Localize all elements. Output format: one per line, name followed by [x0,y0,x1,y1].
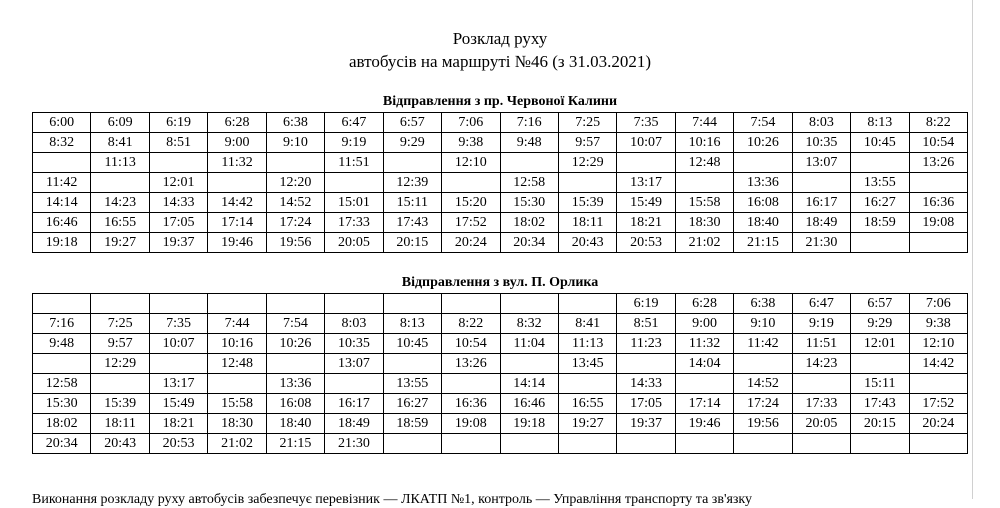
departure-time-cell: 14:04 [675,354,733,374]
departure-time-cell: 16:36 [909,193,967,213]
departure-time-cell: 9:48 [33,334,91,354]
departure-time-cell [909,173,967,193]
departure-time-cell: 15:30 [500,193,558,213]
departure-time-cell: 18:49 [792,213,850,233]
departure-time-cell: 10:26 [734,133,792,153]
departure-time-cell: 17:52 [442,213,500,233]
table-row [33,213,968,233]
departure-time-cell [383,153,441,173]
departure-time-cell: 16:55 [558,394,616,414]
document-subtitle: автобусів на маршруті №46 (з 31.03.2021) [348,52,651,71]
departure-time-cell: 14:23 [91,193,149,213]
departure-time-cell [500,434,558,454]
departure-time-cell: 8:32 [33,133,91,153]
departure-time-cell: 8:51 [149,133,207,153]
departure-time-cell: 15:11 [851,374,909,394]
departure-time-cell: 21:15 [266,434,324,454]
departure-time-cell: 15:11 [383,193,441,213]
departure-time-cell: 10:45 [851,133,909,153]
departure-time-cell: 12:01 [851,334,909,354]
departure-time-cell: 20:24 [442,233,500,253]
departure-time-cell: 10:16 [208,334,266,354]
departure-time-cell: 17:43 [383,213,441,233]
departure-time-cell: 9:00 [208,133,266,153]
departure-time-cell: 12:29 [91,354,149,374]
departure-time-cell [149,354,207,374]
departure-time-cell [383,434,441,454]
departure-time-cell: 18:30 [208,414,266,434]
departure-time-cell: 15:01 [325,193,383,213]
departure-time-cell: 13:17 [617,173,675,193]
departure-time-cell: 7:44 [208,314,266,334]
departure-time-cell: 18:21 [149,414,207,434]
departure-time-cell [208,173,266,193]
departure-time-cell [734,434,792,454]
departure-time-cell [617,354,675,374]
departure-time-cell: 17:43 [851,394,909,414]
departure-time-cell: 10:07 [149,334,207,354]
departure-time-cell: 19:18 [500,414,558,434]
departure-time-cell: 9:00 [675,314,733,334]
departure-time-cell: 8:41 [91,133,149,153]
table-row [33,173,968,193]
departure-time-cell: 6:47 [325,113,383,133]
departure-time-cell: 6:19 [149,113,207,133]
departure-time-cell [91,374,149,394]
departure-time-cell: 9:48 [500,133,558,153]
departure-time-cell: 13:36 [734,173,792,193]
departure-time-cell: 12:58 [500,173,558,193]
departure-time-cell: 15:58 [208,394,266,414]
departure-time-cell [734,153,792,173]
departure-time-cell: 14:33 [617,374,675,394]
table-row [33,233,968,253]
departure-time-cell: 18:11 [91,414,149,434]
departure-time-cell: 8:51 [617,314,675,334]
departure-time-cell: 14:42 [909,354,967,374]
departure-time-cell: 9:19 [792,314,850,334]
departure-time-cell [266,294,324,314]
departure-time-cell: 8:03 [325,314,383,334]
departure-time-cell [792,374,850,394]
departure-time-cell: 10:54 [442,334,500,354]
departure-time-cell: 9:29 [851,314,909,334]
table-row [33,354,968,374]
departure-time-cell: 19:46 [208,233,266,253]
departure-time-cell [500,354,558,374]
departure-time-cell: 7:35 [617,113,675,133]
departure-time-cell: 15:49 [149,394,207,414]
departure-time-cell: 14:52 [734,374,792,394]
departure-time-cell: 7:35 [149,314,207,334]
departure-time-cell: 21:02 [208,434,266,454]
departure-time-cell [500,153,558,173]
departure-time-cell: 18:02 [500,213,558,233]
departure-time-cell [792,434,850,454]
departure-time-cell: 8:22 [909,113,967,133]
departure-time-cell: 15:49 [617,193,675,213]
departure-time-cell: 19:08 [442,414,500,434]
departure-time-cell: 12:48 [675,153,733,173]
departure-time-cell: 15:39 [558,193,616,213]
departure-time-cell: 19:27 [91,233,149,253]
departure-time-cell: 19:56 [266,233,324,253]
departure-time-cell: 20:43 [91,434,149,454]
departure-time-cell [442,434,500,454]
departure-time-cell: 18:49 [325,414,383,434]
departure-time-cell: 7:16 [33,314,91,334]
departure-time-cell: 7:54 [734,113,792,133]
departure-time-cell: 9:57 [558,133,616,153]
footer-note: Виконання розкладу руху автобусів забезпечує перевізник — ЛКАТП №1, контроль — Управління транспорту та зв'язку [32,492,753,507]
departure-time-cell [675,434,733,454]
departure-time-cell: 8:03 [792,113,850,133]
departure-time-cell: 9:10 [734,314,792,334]
departure-time-cell: 9:38 [909,314,967,334]
departure-time-cell: 17:33 [792,394,850,414]
departure-time-cell: 15:58 [675,193,733,213]
departure-time-cell: 9:38 [442,133,500,153]
departure-time-cell: 20:53 [617,233,675,253]
departure-time-cell: 12:39 [383,173,441,193]
departure-time-cell [617,153,675,173]
departure-time-cell: 13:26 [442,354,500,374]
departure-time-cell: 6:47 [792,294,850,314]
departure-time-cell [266,354,324,374]
departure-time-cell: 20:24 [909,414,967,434]
document-title: Розклад руху [452,29,548,48]
departure-time-cell: 19:18 [33,233,91,253]
departure-time-cell: 10:07 [617,133,675,153]
departure-time-cell: 20:05 [792,414,850,434]
departure-time-cell: 20:34 [500,233,558,253]
departure-time-cell: 18:30 [675,213,733,233]
departure-time-cell: 16:08 [266,394,324,414]
departure-time-cell: 11:04 [500,334,558,354]
departure-time-cell: 20:43 [558,233,616,253]
departure-time-cell: 17:24 [266,213,324,233]
departure-time-cell [33,294,91,314]
departure-time-cell [792,173,850,193]
departure-time-cell: 18:21 [617,213,675,233]
table-row [33,193,968,213]
departure-time-cell: 17:52 [909,394,967,414]
table-row [33,434,968,454]
departure-time-cell [91,294,149,314]
departure-time-cell [149,294,207,314]
departure-time-cell: 16:08 [734,193,792,213]
departure-time-cell: 8:13 [851,113,909,133]
table-row [33,153,968,173]
departure-time-cell [851,434,909,454]
departure-time-cell: 14:23 [792,354,850,374]
departure-time-cell: 7:06 [442,113,500,133]
departure-time-cell: 13:55 [851,173,909,193]
departure-time-cell: 16:27 [383,394,441,414]
departure-time-cell [909,374,967,394]
departure-time-cell [149,153,207,173]
departure-time-cell: 13:26 [909,153,967,173]
departure-time-cell: 18:02 [33,414,91,434]
departure-time-cell: 8:22 [442,314,500,334]
departure-time-cell: 14:33 [149,193,207,213]
table-row [33,113,968,133]
departure-time-cell [442,374,500,394]
departure-time-cell: 20:53 [149,434,207,454]
departure-time-cell: 10:16 [675,133,733,153]
departure-time-cell: 13:07 [792,153,850,173]
departure-time-cell: 7:06 [909,294,967,314]
departure-time-cell [617,434,675,454]
departure-time-cell [325,294,383,314]
departure-time-cell: 14:14 [33,193,91,213]
departure-time-cell: 17:24 [734,394,792,414]
departure-time-cell: 9:57 [91,334,149,354]
departure-time-cell: 19:56 [734,414,792,434]
departure-time-cell: 16:46 [33,213,91,233]
departure-time-cell: 20:15 [383,233,441,253]
departure-time-cell: 13:17 [149,374,207,394]
departure-time-cell: 8:32 [500,314,558,334]
departure-time-cell: 10:35 [792,133,850,153]
table-row [33,334,968,354]
departure-time-cell [909,434,967,454]
departure-time-cell [208,294,266,314]
section-heading-chervonoi-kalyny: Відправлення з пр. Червоної Калини [382,94,618,109]
departure-time-cell [33,153,91,173]
departure-time-cell: 8:13 [383,314,441,334]
departure-time-cell [851,233,909,253]
departure-time-cell: 11:51 [325,153,383,173]
departure-time-cell [734,354,792,374]
departure-time-cell: 7:54 [266,314,324,334]
departure-time-cell: 16:17 [325,394,383,414]
departure-time-cell [558,374,616,394]
departure-time-cell [442,173,500,193]
departure-time-cell: 21:15 [734,233,792,253]
departure-time-cell: 12:20 [266,173,324,193]
departure-time-cell [558,434,616,454]
departure-time-cell: 16:17 [792,193,850,213]
departure-time-cell: 19:08 [909,213,967,233]
departure-time-cell: 16:46 [500,394,558,414]
departure-time-cell: 11:23 [617,334,675,354]
departure-time-cell [33,354,91,374]
departure-time-cell [675,374,733,394]
departure-time-cell: 20:15 [851,414,909,434]
departure-time-cell: 6:19 [617,294,675,314]
departure-time-cell: 6:28 [675,294,733,314]
departure-time-cell: 20:34 [33,434,91,454]
departure-time-cell: 6:57 [851,294,909,314]
departure-time-cell: 17:05 [617,394,675,414]
table-row [33,394,968,414]
departure-time-cell: 18:59 [383,414,441,434]
departure-time-cell: 19:37 [617,414,675,434]
departure-time-cell: 12:10 [442,153,500,173]
departure-time-cell: 18:40 [734,213,792,233]
departure-time-cell: 17:14 [208,213,266,233]
departure-time-cell: 7:25 [91,314,149,334]
departure-time-cell: 11:32 [208,153,266,173]
departure-time-cell: 12:10 [909,334,967,354]
departure-time-cell: 9:10 [266,133,324,153]
departure-time-cell: 13:07 [325,354,383,374]
departure-time-cell: 10:35 [325,334,383,354]
departure-time-cell: 21:30 [325,434,383,454]
departure-time-cell: 15:39 [91,394,149,414]
departure-time-cell: 13:55 [383,374,441,394]
departure-time-cell: 16:55 [91,213,149,233]
departure-time-cell: 11:51 [792,334,850,354]
departure-time-cell: 15:30 [33,394,91,414]
departure-time-cell [208,374,266,394]
departure-time-cell: 6:09 [91,113,149,133]
departure-time-cell: 18:40 [266,414,324,434]
departure-time-cell [383,354,441,374]
departure-time-cell: 12:58 [33,374,91,394]
departure-time-cell [675,173,733,193]
departure-time-cell: 9:19 [325,133,383,153]
departure-time-cell: 11:13 [91,153,149,173]
departure-time-cell [558,294,616,314]
departure-time-cell [851,153,909,173]
departure-time-cell: 13:45 [558,354,616,374]
schedule-table-chervonoi-kalyny [32,112,968,253]
departure-time-cell: 10:54 [909,133,967,153]
departure-time-cell: 11:32 [675,334,733,354]
departure-time-cell [558,173,616,193]
departure-time-cell: 12:48 [208,354,266,374]
departure-time-cell: 11:13 [558,334,616,354]
departure-time-cell: 19:46 [675,414,733,434]
departure-time-cell: 16:27 [851,193,909,213]
departure-time-cell: 19:37 [149,233,207,253]
departure-time-cell: 18:59 [851,213,909,233]
departure-time-cell: 21:30 [792,233,850,253]
departure-time-cell: 17:05 [149,213,207,233]
departure-time-cell: 10:45 [383,334,441,354]
departure-time-cell [91,173,149,193]
departure-time-cell: 12:29 [558,153,616,173]
table-row [33,294,968,314]
departure-time-cell: 7:44 [675,113,733,133]
departure-time-cell: 21:02 [675,233,733,253]
departure-time-cell: 10:26 [266,334,324,354]
departure-time-cell: 8:41 [558,314,616,334]
departure-time-cell [500,294,558,314]
departure-time-cell: 6:38 [734,294,792,314]
departure-time-cell [909,233,967,253]
departure-time-cell: 9:29 [383,133,441,153]
departure-time-cell: 6:28 [208,113,266,133]
table-row [33,314,968,334]
departure-time-cell: 13:36 [266,374,324,394]
departure-time-cell: 7:25 [558,113,616,133]
departure-time-cell: 15:20 [442,193,500,213]
departure-time-cell: 6:38 [266,113,324,133]
table-row [33,374,968,394]
departure-time-cell [325,173,383,193]
departure-time-cell [442,294,500,314]
departure-time-cell: 18:11 [558,213,616,233]
section-heading-orlyka: Відправлення з вул. П. Орлика [401,275,599,290]
departure-time-cell: 17:33 [325,213,383,233]
departure-time-cell: 6:57 [383,113,441,133]
departure-time-cell [383,294,441,314]
departure-time-cell [325,374,383,394]
table-row [33,414,968,434]
departure-time-cell: 19:27 [558,414,616,434]
departure-time-cell: 14:52 [266,193,324,213]
departure-time-cell: 7:16 [500,113,558,133]
departure-time-cell: 14:14 [500,374,558,394]
departure-time-cell: 12:01 [149,173,207,193]
table-row [33,133,968,153]
departure-time-cell: 20:05 [325,233,383,253]
departure-time-cell [851,354,909,374]
departure-time-cell: 14:42 [208,193,266,213]
departure-time-cell: 6:00 [33,113,91,133]
departure-time-cell: 11:42 [33,173,91,193]
schedule-table-orlyka [32,293,968,454]
departure-time-cell [266,153,324,173]
departure-time-cell: 16:36 [442,394,500,414]
departure-time-cell: 11:42 [734,334,792,354]
departure-time-cell: 17:14 [675,394,733,414]
